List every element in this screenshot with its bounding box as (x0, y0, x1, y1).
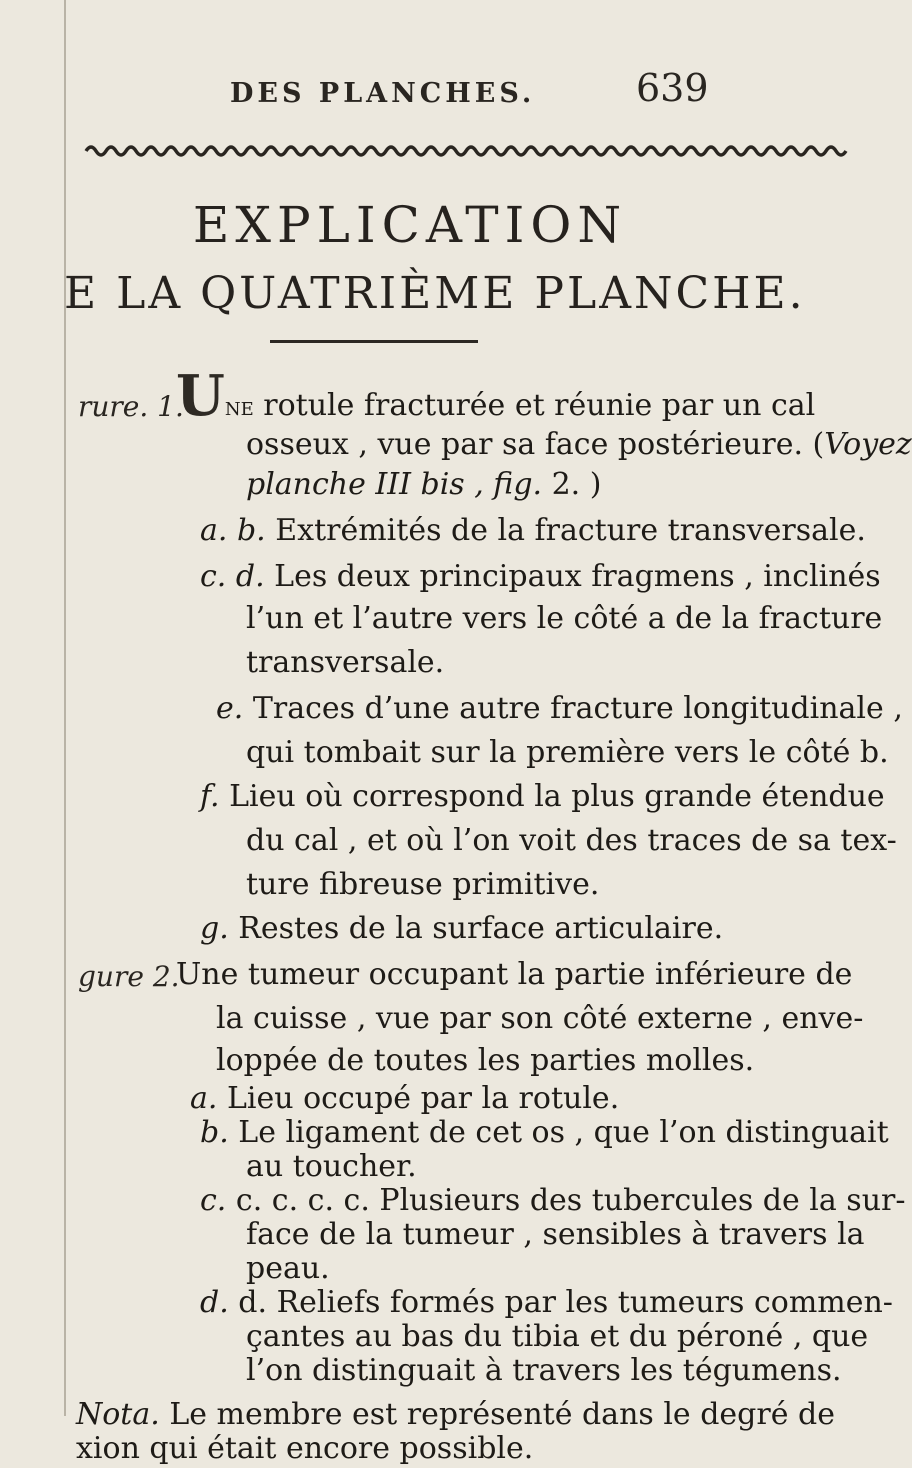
figure1-margin-label: rure. 1. (78, 390, 184, 423)
list-item (200, 1114, 889, 1152)
smallcaps-word: ne (224, 392, 254, 422)
section-title: EXPLICATION (192, 196, 628, 254)
item-text: au toucher. (246, 1149, 417, 1184)
title-rule (270, 340, 478, 343)
item-text: transversale. (246, 645, 445, 680)
intro-italic: planche III bis , fig. (246, 467, 543, 502)
list-item (200, 1182, 906, 1220)
item-letter: b. (200, 1115, 229, 1150)
item-letter: g. (200, 911, 229, 946)
page-number: 639 (636, 66, 709, 110)
intro-text: rotule fracturée et réunie par un cal (253, 388, 816, 423)
figure2-intro-line3: loppée de toutes les parties molles. (216, 1043, 755, 1078)
item-text: d. Reliefs formés par les tumeurs commen- (238, 1285, 893, 1320)
nota-line1 (76, 1396, 835, 1434)
item-text: Extrémités de la fracture transversale. (275, 513, 866, 548)
item-text: çantes au bas du tibia et du péroné , que (246, 1319, 869, 1354)
figure1-intro-line3 (246, 466, 601, 504)
item-text: Traces d’une autre fracture longitudinale , (252, 691, 903, 726)
list-item (200, 910, 723, 948)
list-item (216, 690, 903, 728)
item-letter: c. d. (200, 559, 265, 594)
item-letter: d. (200, 1285, 229, 1320)
list-item (200, 778, 885, 816)
nota-line2: xion qui était encore possible. (76, 1431, 534, 1466)
item-text: du cal , et où l’on voit des traces de sa tex- (246, 823, 897, 858)
list-item (200, 512, 866, 550)
intro-italic: Voyez (824, 427, 912, 462)
item-text: qui tombait sur la première vers le côté b. (246, 735, 889, 770)
item-text: face de la tumeur , sensibles à travers la (246, 1217, 865, 1252)
list-item (190, 1080, 619, 1118)
item-text: peau. (246, 1251, 330, 1286)
figure2-intro-line2: la cuisse , vue par son côté externe , enve- (216, 1001, 864, 1036)
intro-text: osseux , vue par sa face postérieure. ( (246, 427, 825, 462)
item-text: Lieu occupé par la rotule. (226, 1081, 620, 1116)
figure1-intro-line2 (246, 426, 912, 464)
section-subtitle: E LA QUATRIÈME PLANCHE. (64, 268, 806, 319)
item-text: Les deux principaux fragmens , inclinés (274, 559, 881, 594)
item-text: l’on distinguait à travers les tégumens. (246, 1353, 842, 1388)
item-text: l’un et l’autre vers le côté a de la fracture (246, 601, 883, 636)
item-letter: a. b. (200, 513, 266, 548)
figure1-intro-line1 (176, 363, 816, 429)
item-letter: c. (200, 1183, 227, 1218)
list-item (200, 558, 881, 596)
item-letter: e. (216, 691, 244, 726)
ornamental-border (86, 141, 786, 161)
item-text: ture fibreuse primitive. (246, 867, 600, 902)
nota-label: Nota. (76, 1397, 160, 1432)
list-item (200, 1284, 893, 1322)
drop-cap: U (176, 363, 225, 429)
figure2-intro-line1: Une tumeur occupant la partie inférieure de (176, 957, 853, 992)
running-title: DES PLANCHES. (230, 78, 536, 109)
intro-text: 2. ) (542, 467, 602, 502)
figure2-margin-label: gure 2. (78, 960, 180, 993)
item-text: Restes de la surface articulaire. (238, 911, 724, 946)
item-letter: f. (200, 779, 220, 814)
item-text: c. c. c. c. Plusieurs des tubercules de la sur- (235, 1183, 906, 1218)
item-text: Lieu où correspond la plus grande étendue (229, 779, 885, 814)
item-text: Le ligament de cet os , que l’on distinguait (238, 1115, 889, 1150)
item-letter: a. (190, 1081, 218, 1116)
nota-text: Le membre est représenté dans le degré de (159, 1397, 835, 1432)
